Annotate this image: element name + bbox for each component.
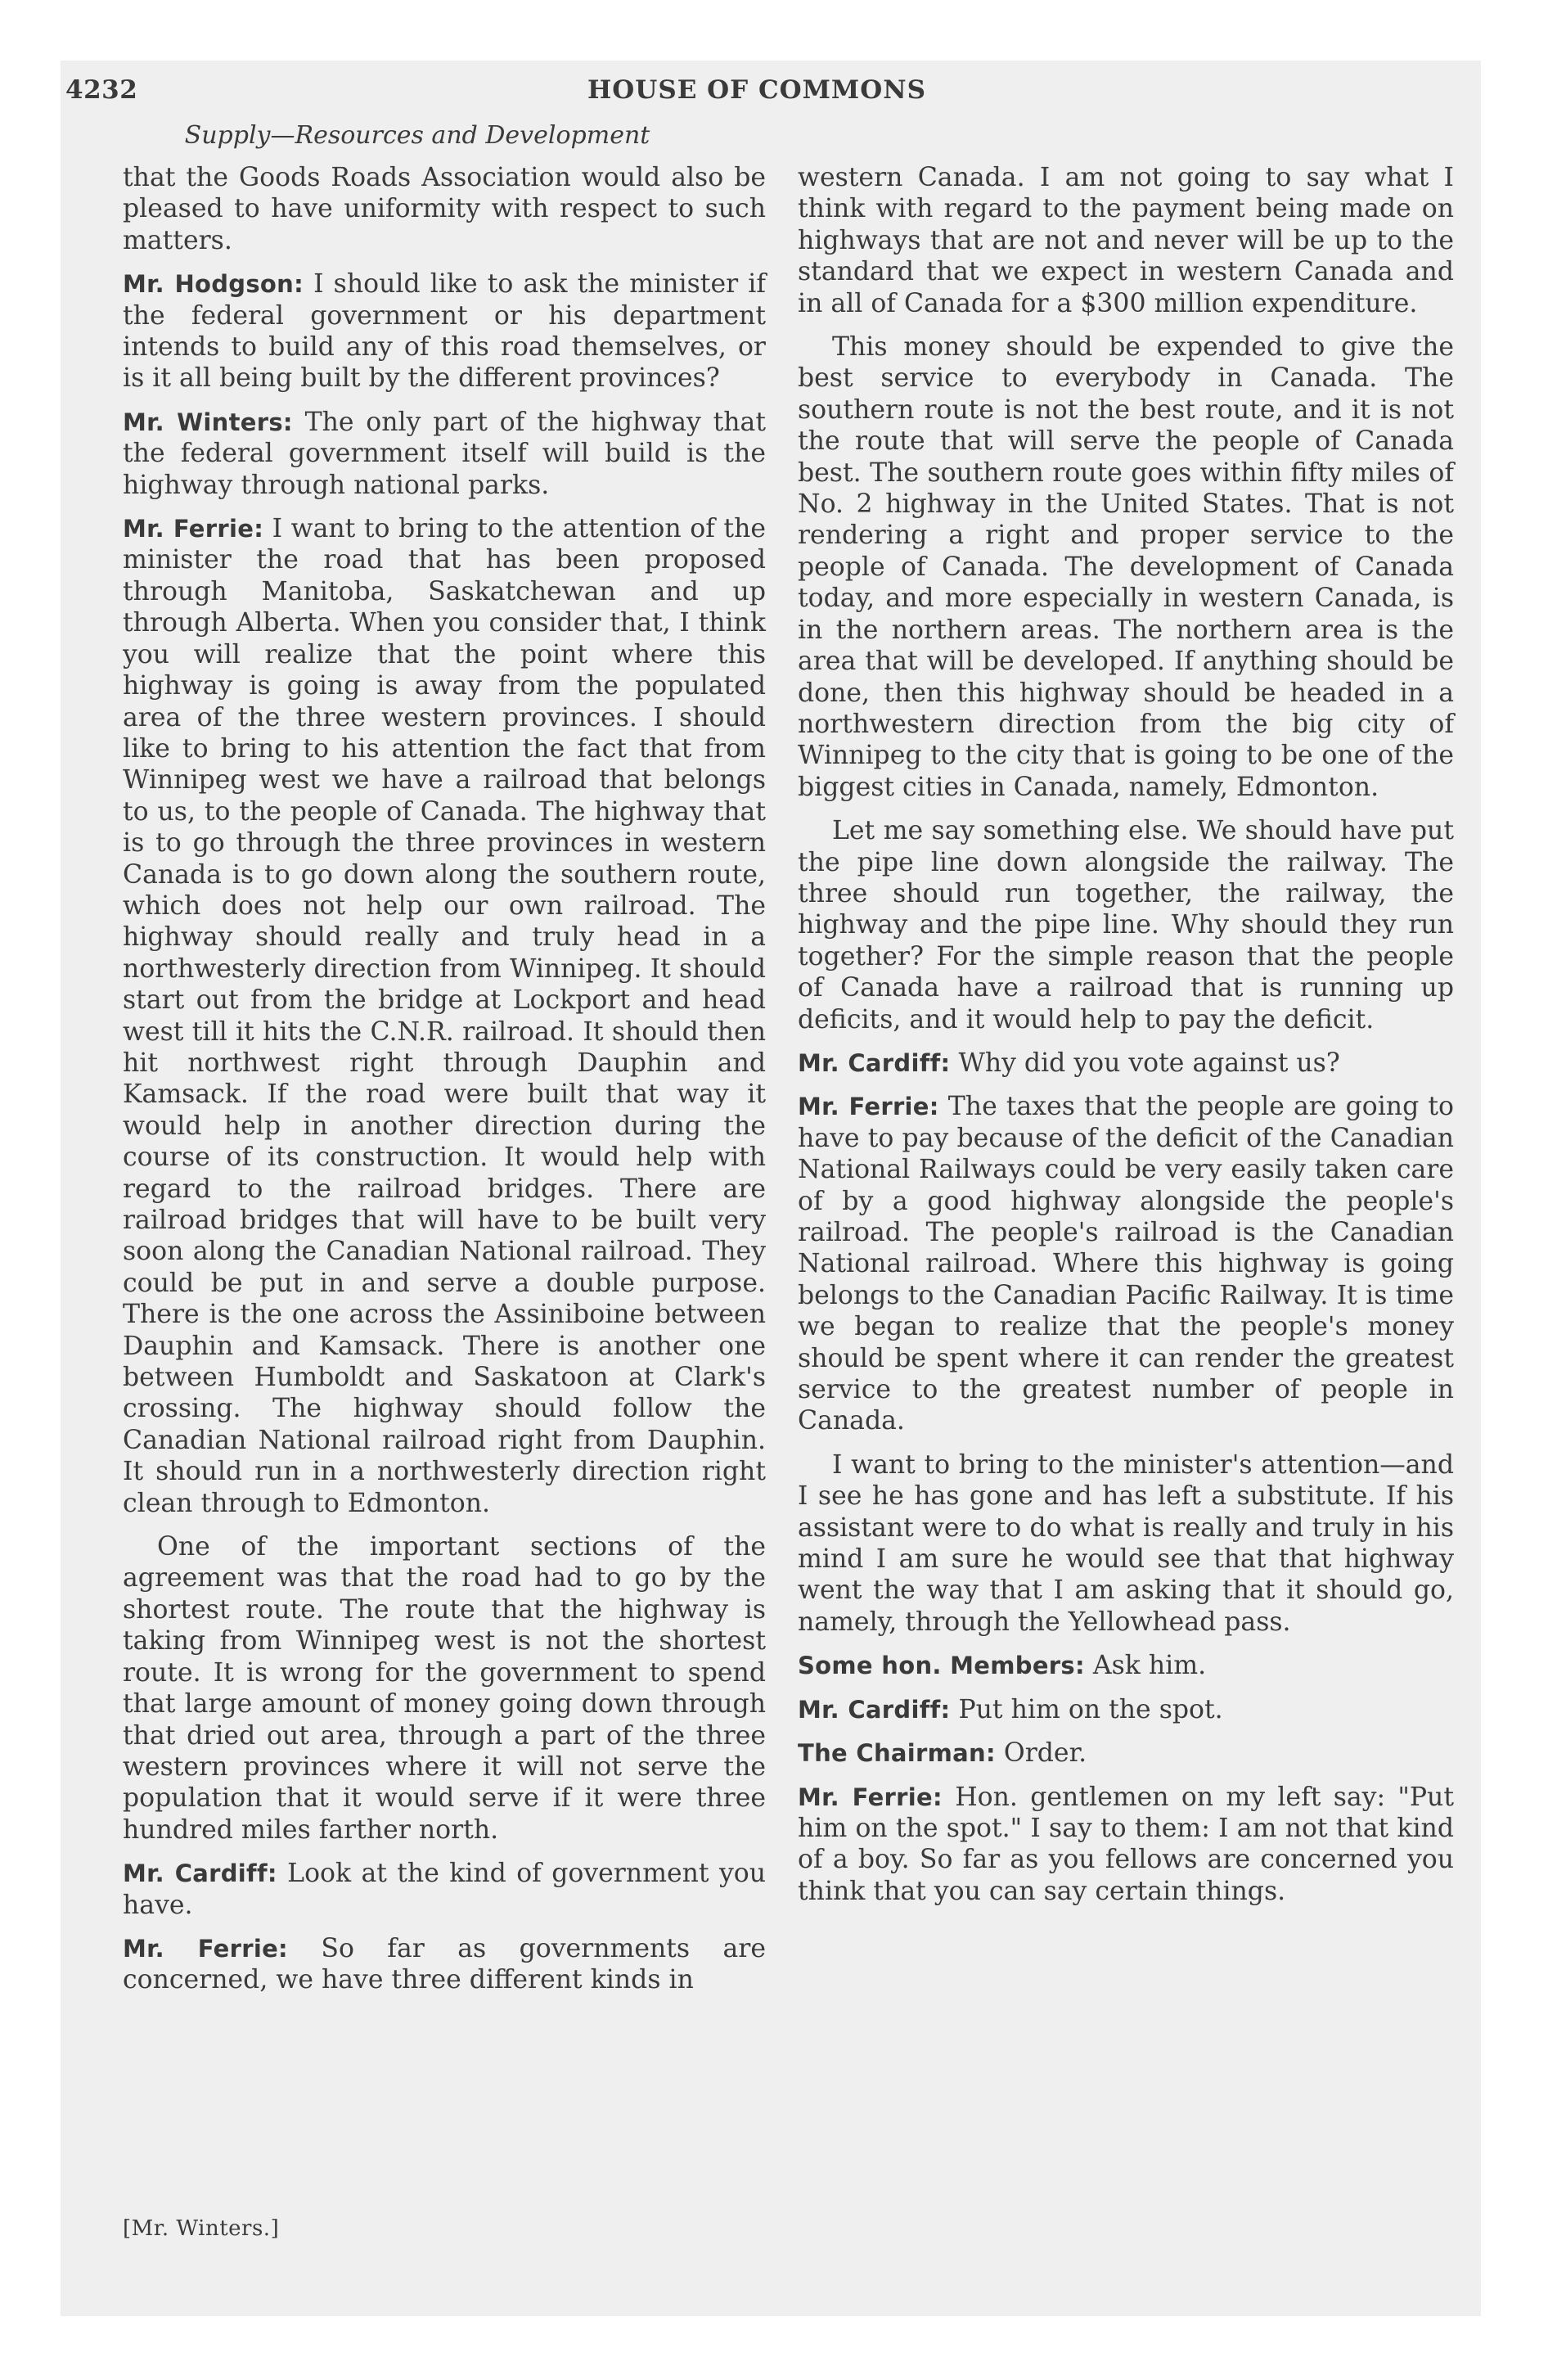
paragraph-text: Hon. gentlemen on my left say: "Put him on the spot." I say to them: I am not that kind of a boy. So far as you fellows are concerned you think that you can say certain things. [798, 1782, 1455, 1906]
speaker-name: Mr. Winters: [123, 408, 293, 436]
paragraph [798, 1650, 1454, 1681]
paragraph [798, 815, 1454, 1035]
paragraph-text: I want to bring to the minister's attention—and I see he has gone and has left a substitute. If his assistant were to do what is really and truly in his mind I am sure he would see that that highway went the way that I am asking that it should go, namely, through the Yellowhead pass. [798, 1449, 1454, 1637]
footer-note: [Mr. Winters.] [123, 2216, 280, 2241]
paragraph [123, 1858, 766, 1921]
paragraph [798, 1449, 1454, 1638]
speaker-name: Mr. Cardiff: [798, 1695, 951, 1724]
speaker-name: Some hon. Members: [798, 1652, 1085, 1680]
paragraph [123, 1531, 766, 1846]
page-number: 4232 [65, 75, 138, 105]
speaker-name: Mr. Ferrie: [123, 1934, 288, 1963]
paragraph [798, 1782, 1454, 1908]
paragraph-text: Put him on the spot. [958, 1694, 1223, 1724]
speaker-name: Mr. Ferrie: [123, 515, 264, 543]
paragraph [123, 162, 766, 256]
running-head: Supply—Resources and Development [184, 121, 650, 150]
paragraph [123, 268, 766, 394]
paragraph [123, 407, 766, 501]
speaker-name: Mr. Cardiff: [798, 1048, 951, 1077]
paragraph-text: One of the important sections of the agreement was that the road had to go by the shortest route. The route that the highway is taking from Winnipeg west is not the shortest route. It is wrong for the government to spend that large amount of money going down through that dried out area, through a part of the three western provinces where it will not serve the population that it would serve if it were three hundred miles farther north. [123, 1532, 766, 1845]
paragraph-text: Order. [1003, 1738, 1087, 1769]
paragraph [798, 1048, 1454, 1079]
right-column [798, 162, 1454, 1919]
speaker-name: Mr. Cardiff: [123, 1859, 277, 1888]
speaker-name: Mr. Ferrie: [798, 1783, 943, 1811]
paragraph [798, 1738, 1454, 1769]
paragraph-text: Ask him. [1092, 1651, 1207, 1681]
paragraph-text: Let me say something else. We should have put the pipe line down alongside the railway. The three should run together, the railway, the highway and the pipe line. Why should they run together? For the simple reason that the people of Canada have a railroad that is running up deficits, and it would help to pay the deficit. [798, 816, 1454, 1034]
paragraph [123, 1933, 766, 1996]
journal-title: HOUSE OF COMMONS [587, 75, 926, 105]
paragraph-text: Why did you vote against us? [958, 1048, 1340, 1078]
speaker-name: Mr. Ferrie: [798, 1093, 939, 1121]
paragraph-text: western Canada. I am not going to say what I think with regard to the payment being made on highways that are not and never will be up to the standard that we expect in western Canada and in all of Canada for a $300 million expenditure. [798, 163, 1454, 318]
paragraph-text: I should like to ask the minister if the federal government or his department intends to build any of this road themselves, or is it all being built by the different provinces? [123, 269, 766, 394]
paragraph-text: The taxes that the people are going to have to pay because of the deficit of the Canadian National Railways could be very easily taken care of by a good highway alongside the people's railroad. The people's railroad is the Canadian National railroad. Where this highway is going belongs to the Canadian Pacific Railway. It is time we began to realize that the people's money should be spent where it can render the greatest service to the greatest number of people in Canada. [798, 1092, 1454, 1436]
paragraph-text: I want to bring to the attention of the minister the road that has been proposed through Manitoba, Saskatchewan and up through Alberta. When you consider that, I think you will realize that the point where this highway is going is away from the populated area of the three western provinces. I should like to bring to his attention the fact that from Winnipeg west we have a railroad that belongs to us, to the people of Canada. The highway that is to go through the three provinces in western Canada is to go down along the southern route, which does not help our own railroad. The highway should really and truly head in a northwesterly direction from Winnipeg. It should start out from the bridge at Lockport and head west till it hits the C.N.R. railroad. It should then hit northwest right through Dauphin and Kamsack. If the road were built that way it would help in another direction during the course of its construction. It would help with regard to the railroad bridges. There are railroad bridges that will have to be built very soon along the Canadian National railroad. They could be put in and serve a double purpose. There is the one across the Assiniboine between Dauphin and Kamsack. There is another one between Humboldt and Saskatoon at Clark's crossing. The highway should follow the Canadian National railroad right from Dauphin. It should run in a northwesterly direction right clean through to Edmonton. [123, 514, 766, 1518]
paragraph [798, 162, 1454, 319]
paragraph [123, 513, 766, 1519]
left-column [123, 162, 766, 2008]
paragraph-text: So far as governments are concerned, we have three different kinds in [123, 1933, 766, 1995]
paragraph [798, 1694, 1454, 1725]
paragraph-text: The only part of the highway that the federal government itself will build is the highway through national parks. [123, 407, 766, 500]
page-header [65, 75, 1448, 124]
speaker-name: The Chairman: [798, 1739, 996, 1768]
speaker-name: Mr. Hodgson: [123, 270, 304, 299]
paragraph [798, 1091, 1454, 1436]
paragraph-text: This money should be expended to give the best service to everybody in Canada. The southern route is not the best route, and it is not the route that will serve the people of Canada best. The southern route goes within fifty miles of No. 2 highway in the United States. That is not rendering a right and proper service to the people of Canada. The development of Canada today, and more especially in western Canada, is in the northern areas. The northern area is the area that will be developed. If anything should be done, then this highway should be headed in a northwestern direction from the big city of Winnipeg to the city that is going to be one of the biggest cities in Canada, namely, Edmonton. [798, 332, 1454, 802]
paragraph [798, 331, 1454, 803]
paragraph-text: Look at the kind of government you have. [123, 1859, 766, 1920]
paragraph-text: that the Goods Roads Association would also be pleased to have uniformity with respect to such matters. [123, 163, 766, 255]
